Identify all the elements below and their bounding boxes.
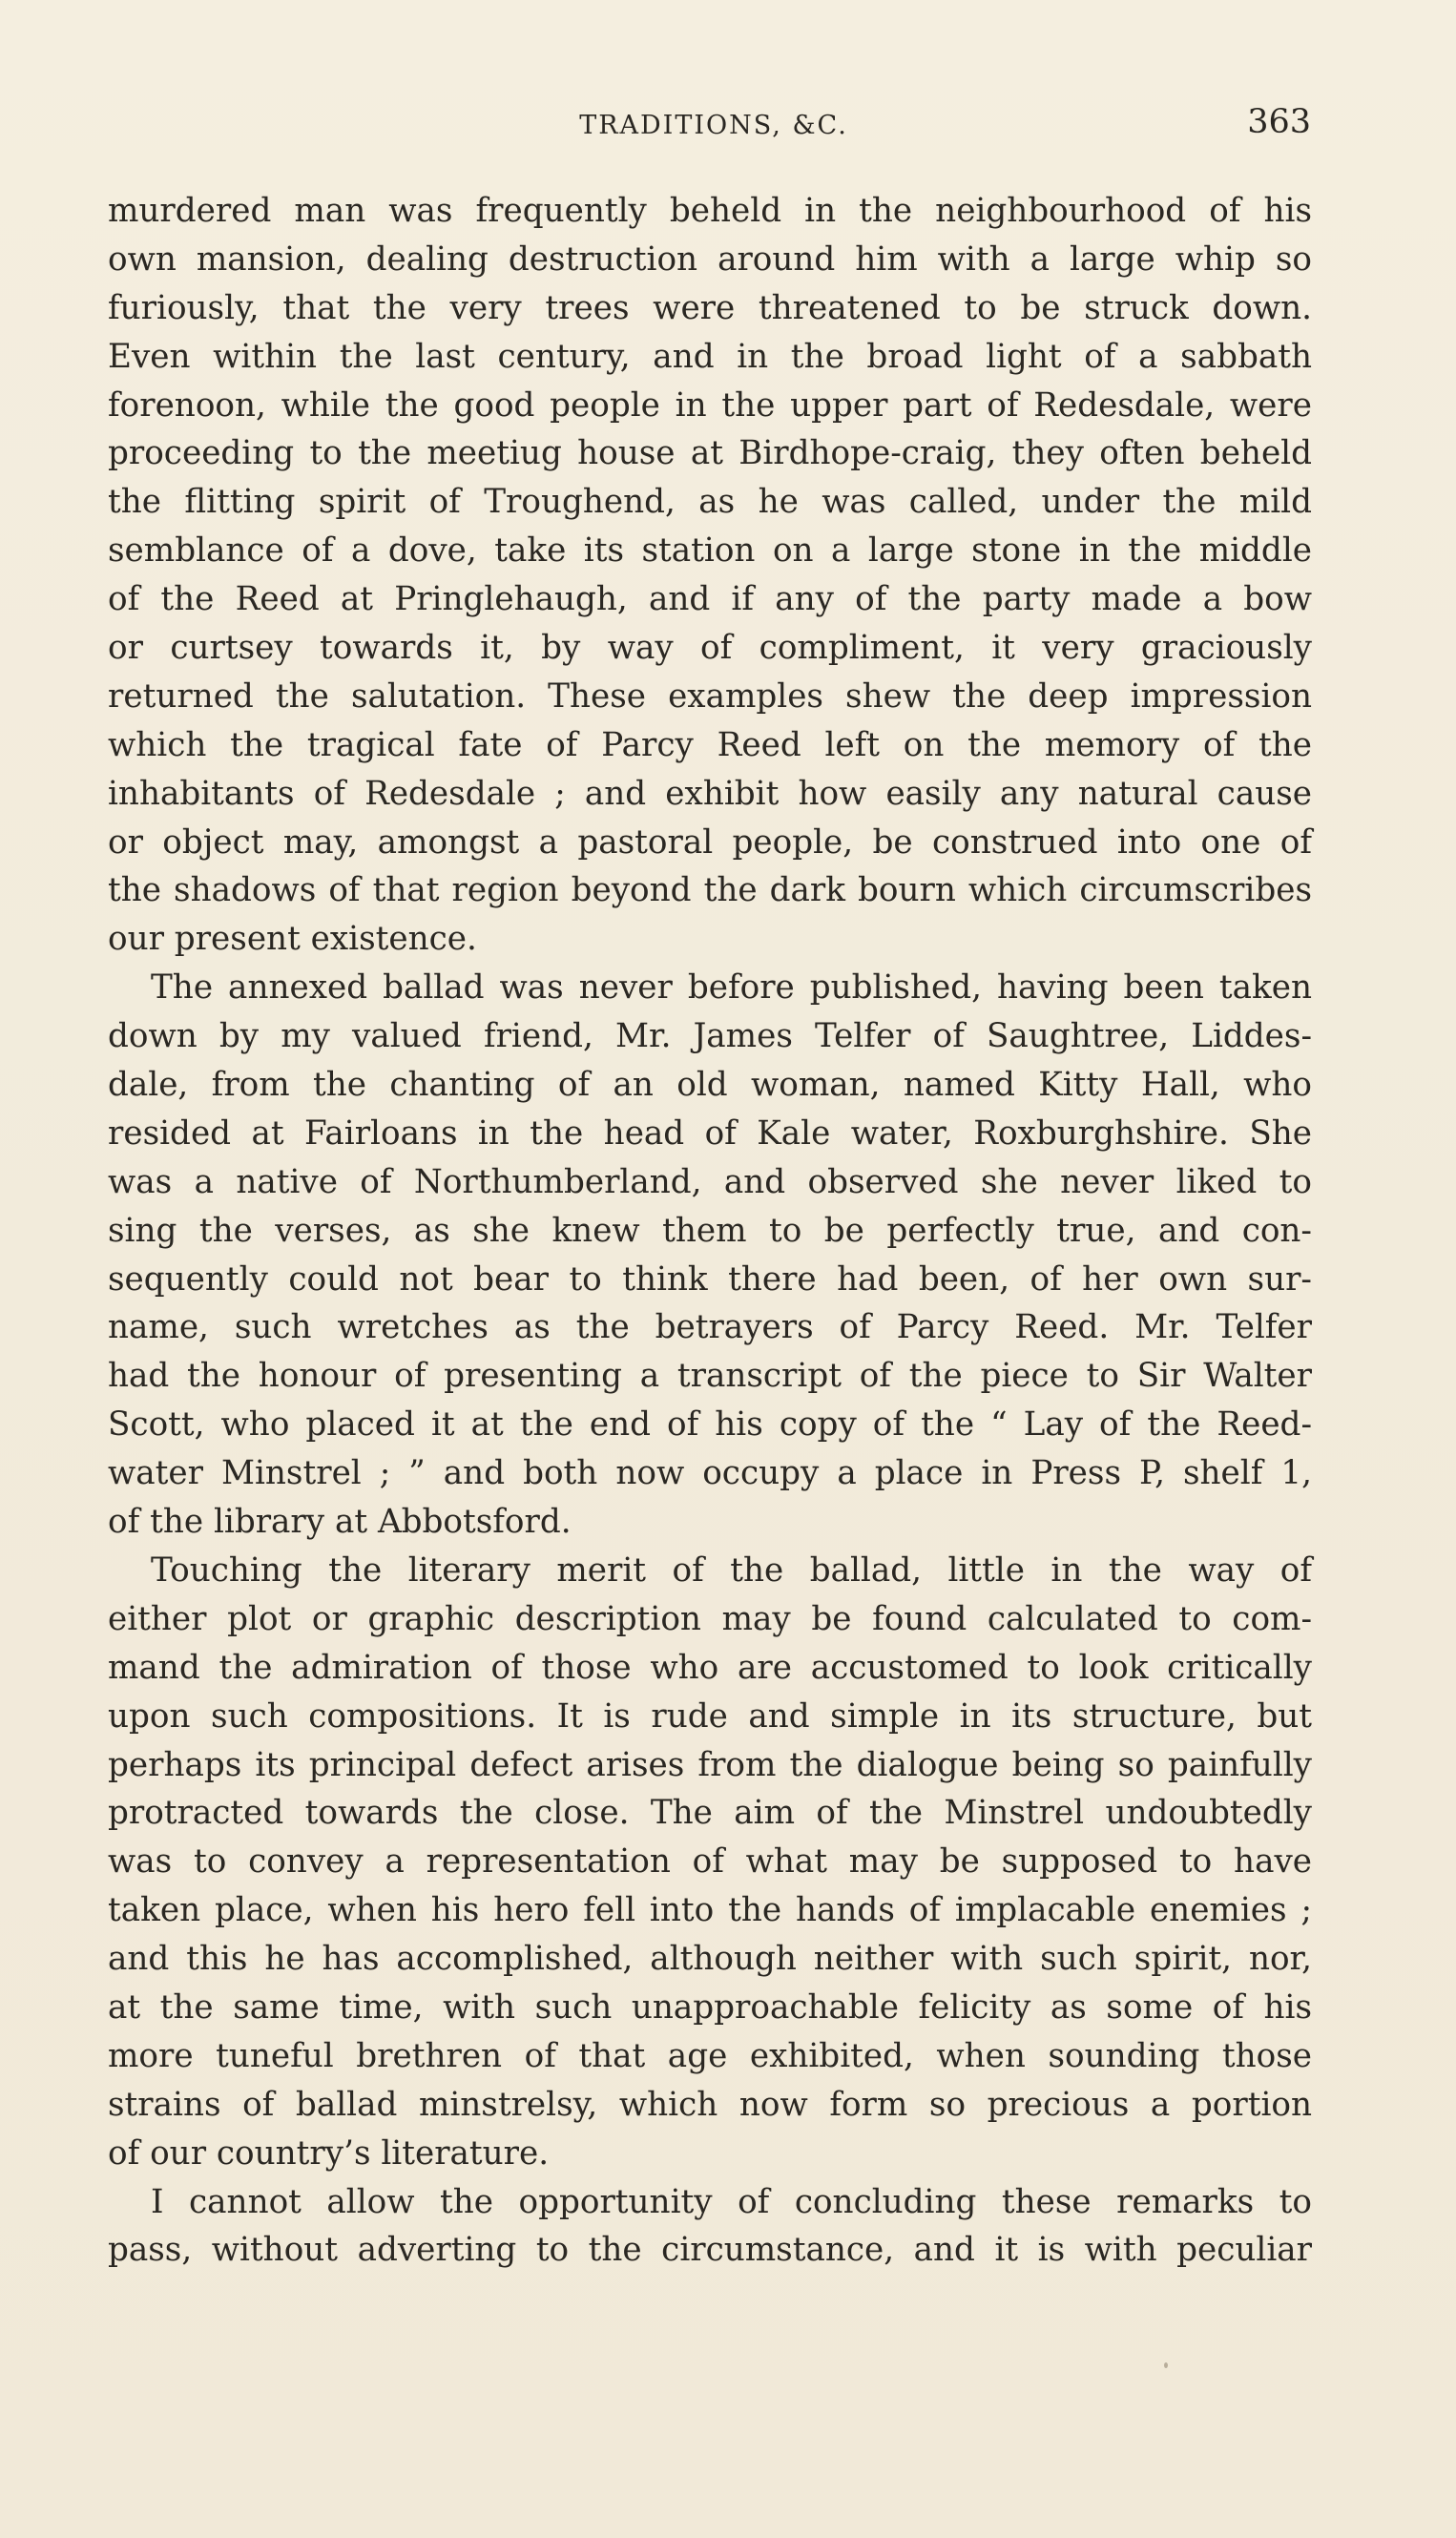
text-line: name, such wretches as the betrayers of Parcy Reed. Mr. Telfer bbox=[108, 1308, 1312, 1347]
text-line: pass, without adverting to the circumstance, and it is with peculiar bbox=[108, 2231, 1312, 2270]
text-line: perhaps its principal defect arises from the dialogue being so painfully bbox=[108, 1745, 1312, 1784]
text-line: dale, from the chanting of an old woman, named Kitty Hall, who bbox=[108, 1066, 1312, 1105]
text-line: strains of ballad minstrelsy, which now form so precious a portion bbox=[108, 2085, 1312, 2124]
text-line: the shadows of that region beyond the dark bourn which circumscribes bbox=[108, 871, 1312, 910]
page-number: 363 bbox=[1247, 103, 1311, 141]
running-head: TRADITIONS, &C. bbox=[579, 111, 848, 140]
text-line: upon such compositions. It is rude and simple in its structure, but bbox=[108, 1696, 1312, 1736]
text-line: water Minstrel ; ” and both now occupy a place in Press P, shelf 1, bbox=[108, 1454, 1312, 1493]
page-header bbox=[107, 103, 1321, 151]
text-line: had the honour of presenting a transcript of the piece to Sir Walter bbox=[108, 1357, 1312, 1396]
text-line: or object may, amongst a pastoral people, be construed into one of bbox=[108, 822, 1312, 862]
text-line: sequently could not bear to think there had been, of her own sur- bbox=[108, 1259, 1312, 1299]
text-line: either plot or graphic description may be found calculated to com- bbox=[108, 1599, 1312, 1638]
text-line: at the same time, with such unapproachable felicity as some of his bbox=[108, 1987, 1312, 2027]
paragraph-start-line: The annexed ballad was never before published, having been taken bbox=[151, 968, 1312, 1008]
text-line: sing the verses, as she knew them to be perfectly true, and con- bbox=[108, 1211, 1312, 1250]
text-line: down by my valued friend, Mr. James Telfer of Saughtree, Liddes- bbox=[108, 1017, 1312, 1056]
text-line: more tuneful brethren of that age exhibited, when sounding those bbox=[108, 2036, 1312, 2075]
paragraph-end-line: our present existence. bbox=[108, 920, 477, 959]
text-line: mand the admiration of those who are accustomed to look critically bbox=[108, 1648, 1312, 1687]
text-line: the flitting spirit of Troughend, as he was called, under the mild bbox=[108, 483, 1312, 522]
text-line: was to convey a representation of what may be supposed to have bbox=[108, 1842, 1312, 1882]
text-line: protracted towards the close. The aim of the Minstrel undoubtedly bbox=[108, 1794, 1312, 1833]
text-line: resided at Fairloans in the head of Kale water, Roxburghshire. She bbox=[108, 1113, 1312, 1153]
paragraph-start-line: Touching the literary merit of the ballad, little in the way of bbox=[151, 1550, 1312, 1590]
text-line: returned the salutation. These examples shew the deep impression bbox=[108, 676, 1312, 716]
text-line: taken place, when his hero fell into the hands of implacable enemies ; bbox=[108, 1891, 1312, 1930]
text-line: semblance of a dove, take its station on a large stone in the middle bbox=[108, 531, 1312, 571]
text-line: furiously, that the very trees were threatened to be struck down. bbox=[108, 288, 1312, 327]
text-line: Even within the last century, and in the broad light of a sabbath bbox=[108, 337, 1312, 376]
text-line: inhabitants of Redesdale ; and exhibit how easily any natural cause bbox=[108, 774, 1312, 813]
paragraph-end-line: of our country’s literature. bbox=[108, 2133, 550, 2173]
paper-speck bbox=[1164, 2362, 1168, 2368]
text-line: proceeding to the meetiug house at Birdhope-craig, they often beheld bbox=[108, 434, 1312, 473]
text-line: was a native of Northumberland, and observed she never liked to bbox=[108, 1162, 1312, 1201]
text-line: forenoon, while the good people in the upper part of Redesdale, were bbox=[108, 385, 1312, 425]
body-text bbox=[108, 187, 1312, 2275]
text-line: murdered man was frequently beheld in the neighbourhood of his bbox=[108, 192, 1312, 230]
text-line: and this he has accomplished, although neither with such spirit, nor, bbox=[108, 1940, 1312, 1979]
text-line: of the Reed at Pringlehaugh, and if any of the party made a bow bbox=[108, 580, 1312, 619]
text-line: which the tragical fate of Parcy Reed left on the memory of the bbox=[108, 725, 1312, 764]
paragraph-start-line: I cannot allow the opportunity of concluding these remarks to bbox=[151, 2182, 1312, 2221]
paragraph-end-line: of the library at Abbotsford. bbox=[108, 1503, 572, 1542]
text-line: Scott, who placed it at the end of his copy of the “ Lay of the Reed- bbox=[108, 1405, 1312, 1445]
text-line: own mansion, dealing destruction around him with a large whip so bbox=[108, 239, 1312, 279]
text-line: or curtsey towards it, by way of compliment, it very graciously bbox=[108, 629, 1312, 668]
